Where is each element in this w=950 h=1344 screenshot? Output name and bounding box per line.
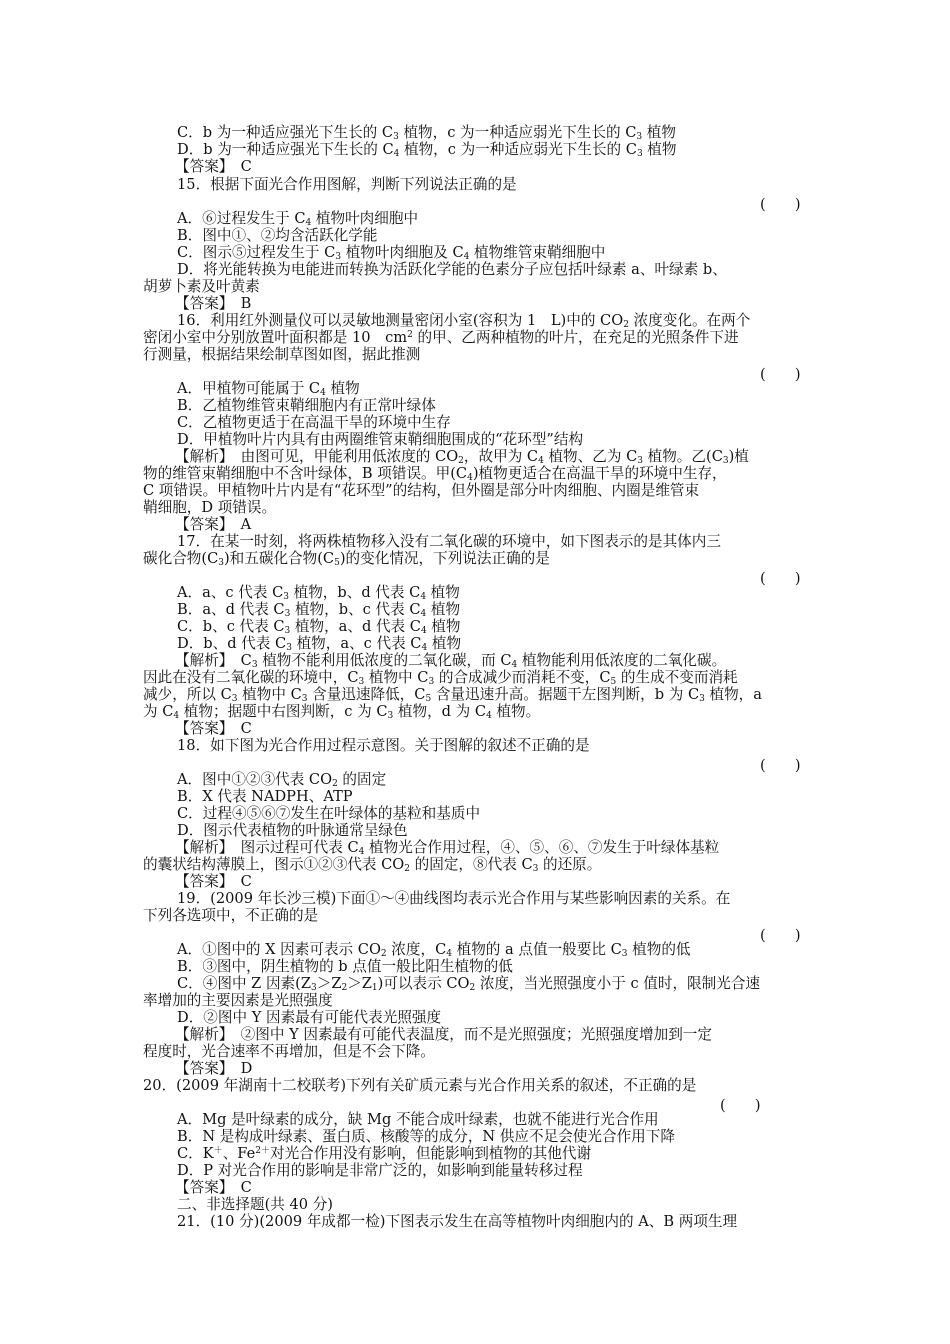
text-line: 【答案】 C [175,720,252,737]
text-line: 程度时，光合速率不再增加，但是不会下降。 [143,1043,435,1060]
text-line: A．图中①②③代表 $CO_2$ 的固定 [177,771,387,789]
text-line: D．P 对光合作用的影响是非常广泛的，如影响到能量转移过程 [177,1162,583,1179]
text-line: B．N 是构成叶绿素、蛋白质、核酸等的成分，N 供应不足会使光合作用下降 [177,1128,675,1145]
text-line: 17．在某一时刻，将两株植物移入没有二氧化碳的环境中，如下图表示的是其体内三 [177,533,721,550]
text-line: A．甲植物可能属于 $C_4$ 植物 [177,380,360,398]
text-line: 【答案】 D [175,1060,253,1077]
text-line: C．K＋、$Fe^{2+}$对光合作用没有影响，但能影响到植物的其他代谢 [177,1145,592,1162]
text-line: 因此在没有二氧化碳的环境中，$C_3$ 植物中 $C_3$ 的合成减少而消耗不变，$C_5$ 的生成不变而消耗 [143,669,738,687]
answer-blank: ( ) [760,366,801,383]
text-line: 18．如下图为光合作用过程示意图。关于图解的叙述不正确的是 [177,737,590,754]
text-line: D．b、d 代表 $C_3$ 植物，a、c 代表 $C_4$ 植物 [177,635,462,653]
text-line: 为 $C_4$ 植物；据题中右图判断，c 为 $C_3$ 植物，d 为 $C_4$ 植物。 [143,703,541,721]
text-line: 率增加的主要因素是光照强度 [143,992,333,1009]
text-line: 【解析】 $C_3$ 植物不能利用低浓度的二氧化碳，而 $C_4$ 植物能利用低浓度的二氧化碳。 [175,652,727,670]
text-line: 的囊状结构薄膜上，图示①②③代表 $CO_2$ 的固定，⑧代表 $C_3$ 的还原。 [143,856,602,874]
text-line: 【答案】 C [175,873,252,890]
text-line: 16．利用红外测量仪可以灵敏地测量密闭小室(容积为 1 L)中的 $CO_2$ 浓度变化。在两个 [177,312,751,330]
text-line: 15．根据下面光合作用图解，判断下列说法正确的是 [177,176,517,193]
text-line: 胡萝卜素及叶黄素 [143,278,260,295]
text-line: A．①图中的 X 因素可表示 $CO_2$ 浓度，$C_4$ 植物的 a 点值一般要比 $C_3$ 植物的低 [177,941,691,959]
text-line: D．b 为一种适应强光下生长的 $C_4$ 植物，c 为一种适应弱光下生长的 $C_3$ 植物 [177,141,677,159]
text-line: 碳化合物$(C_3)$和五碳化合物$(C_5)$的变化情况，下列说法正确的是 [143,550,550,568]
text-line: 下列各选项中，不正确的是 [143,907,319,924]
text-line: D．甲植物叶片内具有由两圈维管束鞘细胞围成的“花环型”结构 [177,431,584,448]
text-line: C．b 为一种适应强光下生长的 $C_3$ 植物，c 为一种适应弱光下生长的 $C_3$ 植物 [177,124,676,142]
text-line: B．X 代表 NADPH、ATP [177,788,353,805]
text-line: B．a、d 代表 $C_3$ 植物，b、c 代表 $C_4$ 植物 [177,601,461,619]
text-line: 【解析】 图示过程可代表 $C_4$ 植物光合作用过程，④、⑤、⑥、⑦发生于叶绿体基粒 [175,839,720,857]
answer-blank: ( ) [760,927,801,944]
text-line: A．⑥过程发生于 $C_4$ 植物叶肉细胞中 [177,210,419,228]
text-line: 20．(2009 年湖南十二校联考)下列有关矿质元素与光合作用关系的叙述，不正确的是 [143,1077,697,1094]
text-line: 行测量，根据结果绘制草图如图，据此推测 [143,346,421,363]
text-line: 减少，所以 $C_3$ 植物中 $C_3$ 含量迅速降低，$C_5$ 含量迅速升高。据题干左图判断，b 为 $C_3$ 植物，a [143,686,762,704]
text-line: B．乙植物维管束鞘细胞内有正常叶绿体 [177,397,436,414]
text-line: 【答案】 A [175,516,252,533]
text-line: 19．(2009 年长沙三模)下面①～④曲线图均表示光合作用与某些影响因素的关系。在 [177,890,731,907]
text-line: B．③图中，阴生植物的 b 点值一般比阳生植物的低 [177,958,513,975]
text-line: C．过程④⑤⑥⑦发生在叶绿体的基粒和基质中 [177,805,481,822]
text-line: 【解析】 ②图中 Y 因素最有可能代表温度，而不是光照强度；光照强度增加到一定 [175,1026,712,1043]
text-line: 21．(10 分)(2009 年成都一检)下图表示发生在高等植物叶肉细胞内的 A、B 两项生理 [177,1213,738,1230]
text-line: 【解析】 由图可见，甲能利用低浓度的 $CO_2$，故甲为 $C_4$ 植物、乙为 $C_3$ 植物。乙$(C_3)$植 [175,448,749,466]
text-line: D．将光能转换为电能进而转换为活跃化学能的色素分子应包括叶绿素 a、叶绿素 b、 [177,261,727,278]
text-line: C 项错误。甲植物叶片内是有“花环型”的结构，但外圈是部分叶肉细胞、内圈是维管束 [143,482,700,499]
answer-blank: ( ) [760,570,801,587]
text-line: D．图示代表植物的叶脉通常呈绿色 [177,822,408,839]
answer-blank: ( ) [760,196,801,213]
text-line: 二、非选择题(共 40 分) [177,1196,333,1213]
answer-blank: ( ) [760,757,801,774]
text-line: C．b、c 代表 $C_3$ 植物，a、d 代表 $C_4$ 植物 [177,618,461,636]
text-line: B．图中①、②均含活跃化学能 [177,227,378,244]
text-line: 【答案】 C [175,1179,252,1196]
text-line: A．Mg 是叶绿素的成分，缺 Mg 不能合成叶绿素，也就不能进行光合作用 [177,1111,659,1128]
text-line: 【答案】 B [175,295,252,312]
text-line: 鞘细胞，D 项错误。 [143,499,277,516]
text-line: C．④图中 Z 因素$(Z_3>Z_2>Z_1)$可以表示 $CO_2$ 浓度，当光照强度小于 c 值时，限制光合速 [177,975,761,993]
text-line: C．乙植物更适于在高温干旱的环境中生存 [177,414,451,431]
text-line: 【答案】 C [175,158,252,175]
text-line: A．a、c 代表 $C_3$ 植物，b、d 代表 $C_4$ 植物 [177,584,460,602]
text-line: D．②图中 Y 因素最有可能代表光照强度 [177,1009,442,1026]
text-line: 密闭小室中分别放置叶面积都是 10 $cm^2$ 的甲、乙两种植物的叶片，在充足的光照条件下进 [143,329,739,346]
answer-blank: ( ) [720,1097,761,1114]
text-line: C．图示⑤过程发生于 $C_3$ 植物叶肉细胞及 $C_4$ 植物维管束鞘细胞中 [177,244,606,262]
text-line: 物的维管束鞘细胞中不含叶绿体，B 项错误。甲$(C_4)$植物更适合在高温干旱的环境中生存， [143,465,727,483]
